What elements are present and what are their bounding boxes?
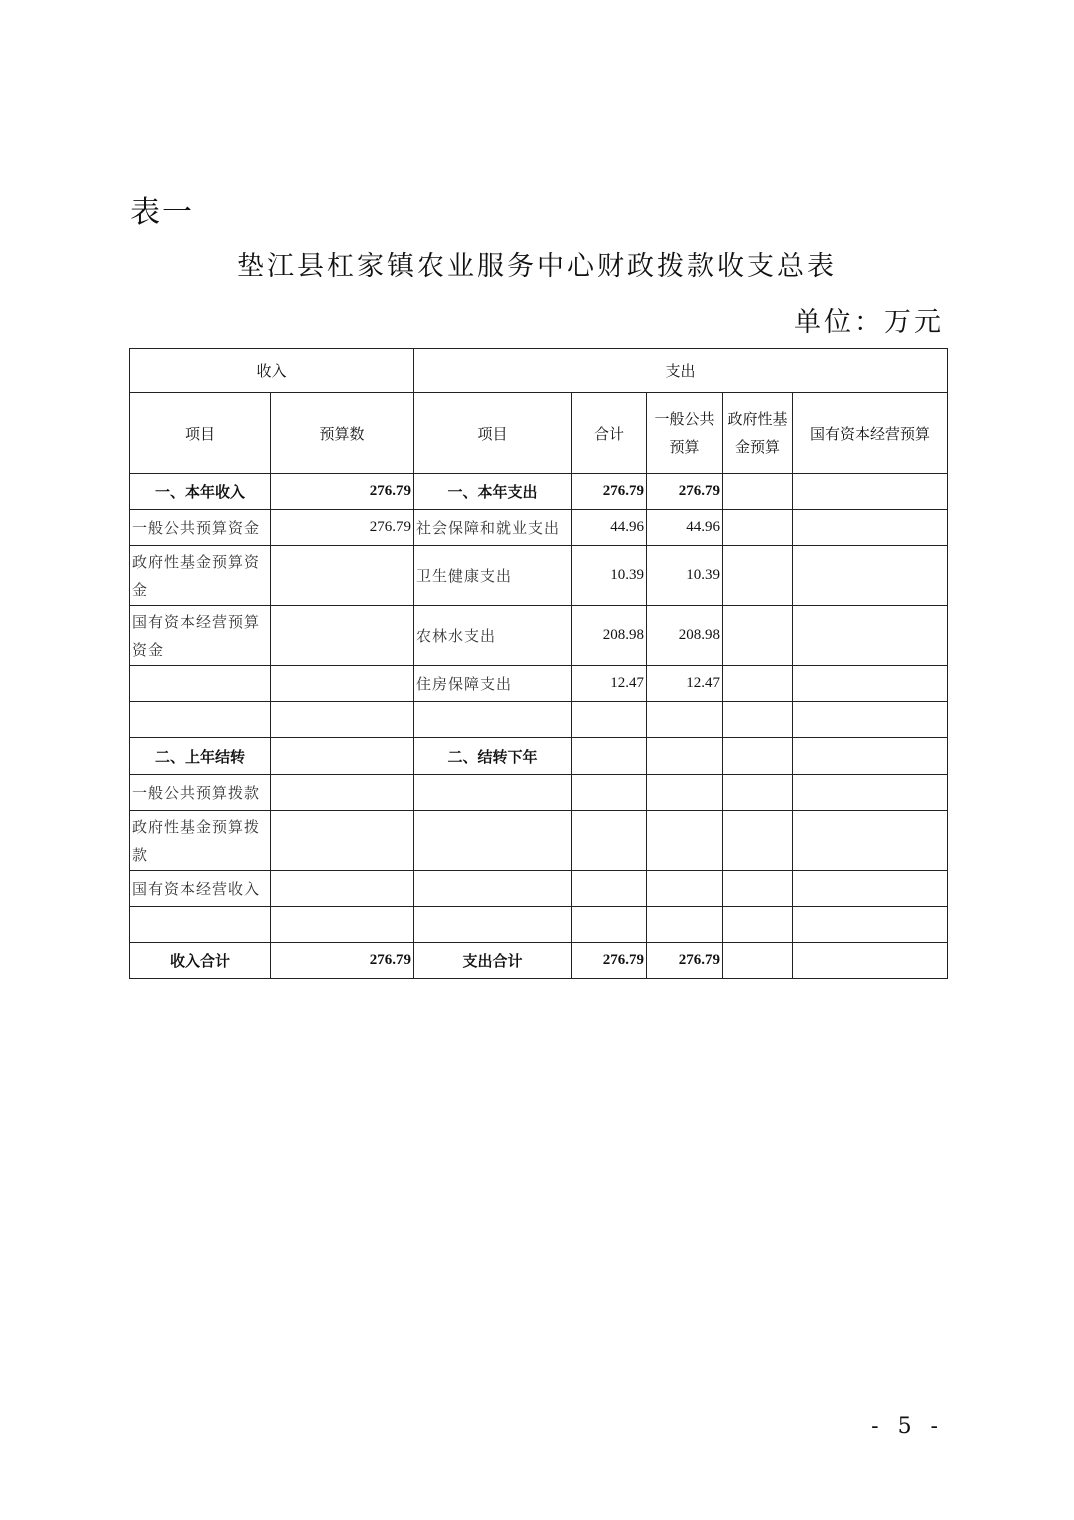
income-item: 一、本年收入 — [130, 474, 271, 510]
income-value — [271, 871, 414, 907]
state-value — [793, 943, 948, 979]
total-value: 276.79 — [572, 943, 647, 979]
income-item — [130, 702, 271, 738]
general-value: 12.47 — [647, 666, 723, 702]
expense-item — [414, 775, 572, 811]
income-item: 国有资本经营预算资金 — [130, 606, 271, 666]
table-row — [130, 775, 948, 811]
table-row — [130, 606, 948, 666]
gov-value — [723, 871, 793, 907]
expense-item: 支出合计 — [414, 943, 572, 979]
state-value — [793, 510, 948, 546]
table-row — [130, 510, 948, 546]
gov-fund-header: 政府性基金预算 — [723, 393, 793, 474]
total-value: 208.98 — [572, 606, 647, 666]
table-row — [130, 474, 948, 510]
general-value — [647, 871, 723, 907]
gov-value — [723, 474, 793, 510]
table-row — [130, 546, 948, 606]
unit-label: 单位：万元 — [794, 307, 944, 338]
income-value — [271, 702, 414, 738]
gov-value — [723, 702, 793, 738]
income-item: 政府性基金预算拨款 — [130, 811, 271, 871]
budget-table — [129, 348, 948, 979]
state-value — [793, 907, 948, 943]
expense-item: 二、结转下年 — [414, 738, 572, 775]
gov-value — [723, 510, 793, 546]
state-value — [793, 474, 948, 510]
total-value — [572, 702, 647, 738]
income-value — [271, 606, 414, 666]
table-row — [130, 702, 948, 738]
header-row-group — [130, 349, 948, 393]
table-row — [130, 811, 948, 871]
general-budget-header: 一般公共预算 — [647, 393, 723, 474]
income-value — [271, 775, 414, 811]
general-value — [647, 702, 723, 738]
expense-item: 住房保障支出 — [414, 666, 572, 702]
income-item: 二、上年结转 — [130, 738, 271, 775]
expense-item — [414, 907, 572, 943]
income-item: 一般公共预算拨款 — [130, 775, 271, 811]
income-item: 国有资本经营收入 — [130, 871, 271, 907]
general-value: 276.79 — [647, 943, 723, 979]
income-header: 收入 — [130, 349, 414, 393]
state-value — [793, 702, 948, 738]
income-value — [271, 666, 414, 702]
table-row — [130, 738, 948, 775]
expense-item: 社会保障和就业支出 — [414, 510, 572, 546]
total-value: 10.39 — [572, 546, 647, 606]
income-item: 收入合计 — [130, 943, 271, 979]
gov-value — [723, 738, 793, 775]
total-value — [572, 907, 647, 943]
general-value: 44.96 — [647, 510, 723, 546]
expense-item — [414, 811, 572, 871]
table-row — [130, 666, 948, 702]
total-value: 44.96 — [572, 510, 647, 546]
total-value: 276.79 — [572, 474, 647, 510]
income-value — [271, 907, 414, 943]
income-value — [271, 546, 414, 606]
total-value — [572, 871, 647, 907]
doc-title: 垫江县杠家镇农业服务中心财政拨款收支总表 — [237, 251, 837, 282]
expense-item: 农林水支出 — [414, 606, 572, 666]
state-capital-header: 国有资本经营预算 — [793, 393, 948, 474]
income-value: 276.79 — [271, 943, 414, 979]
state-value — [793, 775, 948, 811]
gov-value — [723, 943, 793, 979]
general-value — [647, 738, 723, 775]
state-value — [793, 738, 948, 775]
income-budget-header: 预算数 — [271, 393, 414, 474]
expense-item: 一、本年支出 — [414, 474, 572, 510]
total-value — [572, 811, 647, 871]
gov-value — [723, 811, 793, 871]
income-item — [130, 907, 271, 943]
expense-item-header: 项目 — [414, 393, 572, 474]
general-value — [647, 775, 723, 811]
income-item: 一般公共预算资金 — [130, 510, 271, 546]
general-value — [647, 907, 723, 943]
state-value — [793, 811, 948, 871]
gov-value — [723, 666, 793, 702]
page-number: - 5 - — [871, 1414, 944, 1439]
income-value — [271, 811, 414, 871]
expense-header: 支出 — [414, 349, 948, 393]
total-value — [572, 775, 647, 811]
general-value: 10.39 — [647, 546, 723, 606]
gov-value — [723, 775, 793, 811]
general-value: 208.98 — [647, 606, 723, 666]
total-value: 12.47 — [572, 666, 647, 702]
expense-item: 卫生健康支出 — [414, 546, 572, 606]
state-value — [793, 606, 948, 666]
state-value — [793, 666, 948, 702]
table-row — [130, 907, 948, 943]
income-value: 276.79 — [271, 474, 414, 510]
expense-item — [414, 871, 572, 907]
income-item: 政府性基金预算资金 — [130, 546, 271, 606]
income-value — [271, 738, 414, 775]
general-value: 276.79 — [647, 474, 723, 510]
header-row-columns — [130, 393, 948, 474]
income-item — [130, 666, 271, 702]
state-value — [793, 546, 948, 606]
total-header: 合计 — [572, 393, 647, 474]
doc-label: 表一 — [130, 195, 194, 230]
state-value — [793, 871, 948, 907]
total-value — [572, 738, 647, 775]
expense-item — [414, 702, 572, 738]
income-item-header: 项目 — [130, 393, 271, 474]
gov-value — [723, 546, 793, 606]
gov-value — [723, 606, 793, 666]
income-value: 276.79 — [271, 510, 414, 546]
gov-value — [723, 907, 793, 943]
table-row — [130, 871, 948, 907]
table-row-total — [130, 943, 948, 979]
general-value — [647, 811, 723, 871]
